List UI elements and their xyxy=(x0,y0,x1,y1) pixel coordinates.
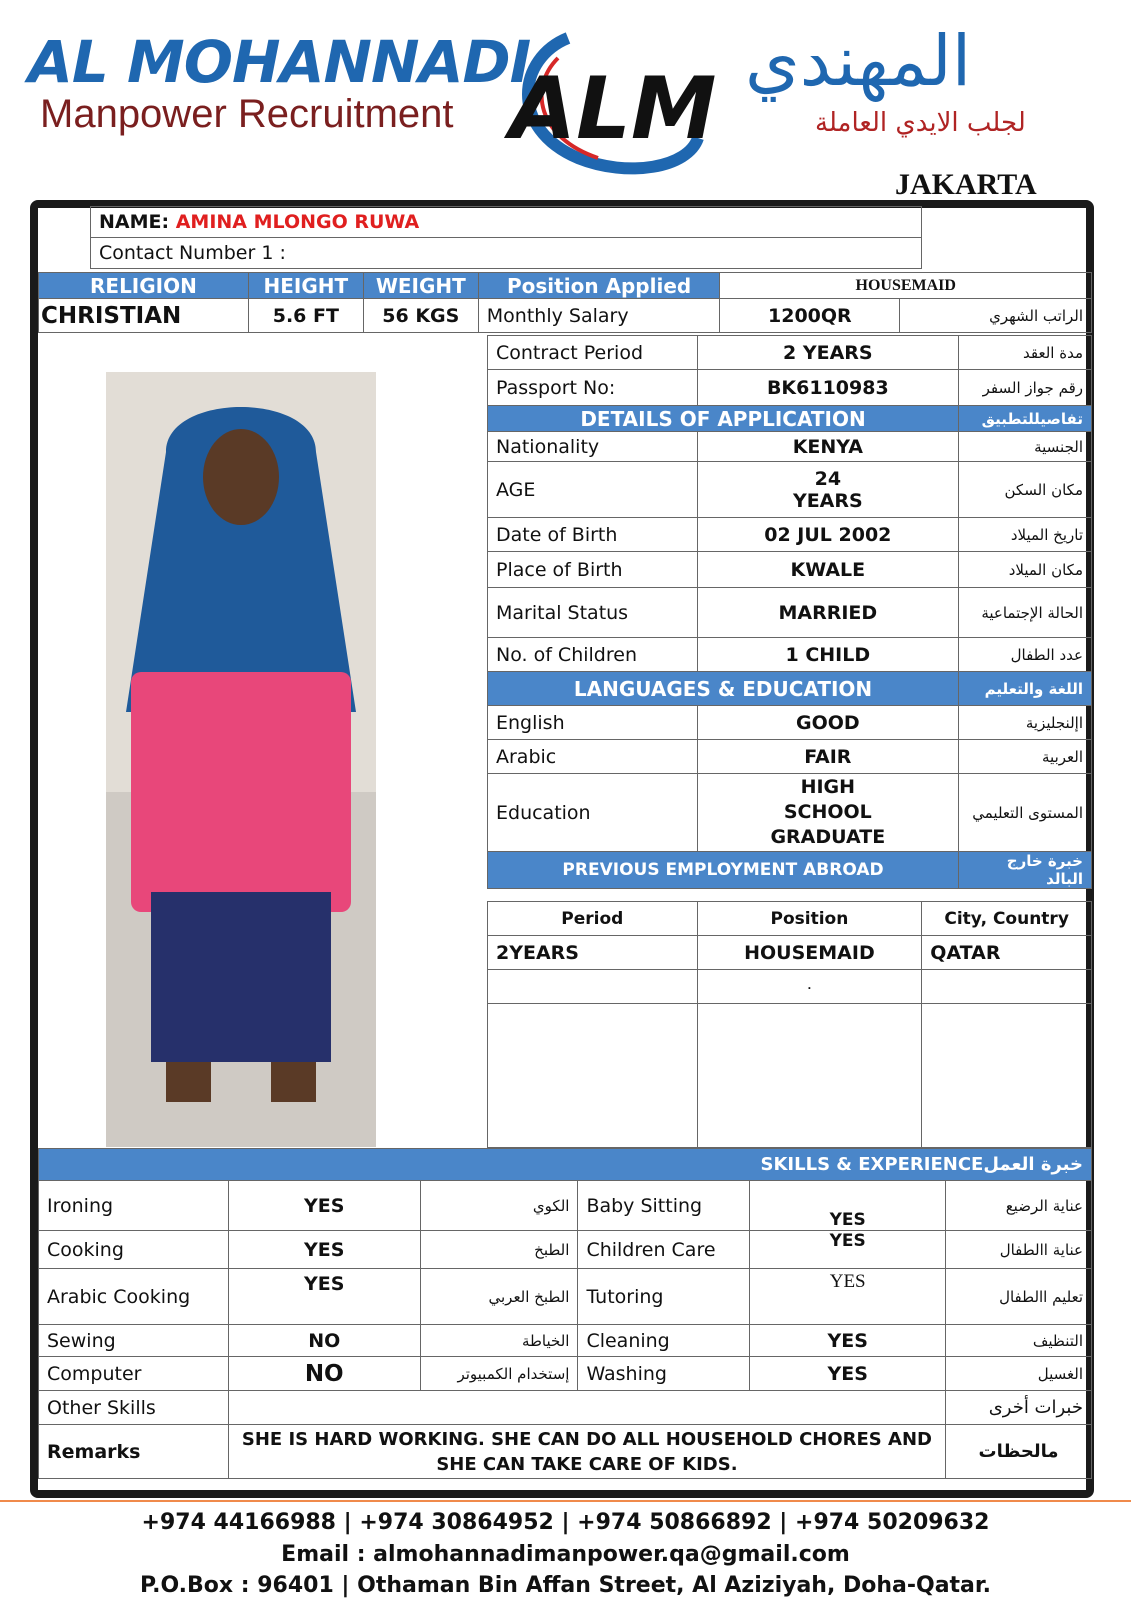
skill-value: YES xyxy=(750,1269,946,1325)
employment-header-position: Position xyxy=(697,902,922,936)
skills-title-ar: خبرة العمل xyxy=(983,1154,1083,1175)
contract-value-0: 1200QR xyxy=(720,299,900,333)
skill-label: Computer xyxy=(39,1357,229,1391)
detail-value: KWALE xyxy=(697,552,958,588)
skill-ar: الطبخ xyxy=(420,1231,578,1269)
religion-header: RELIGION xyxy=(39,273,249,299)
detail-label: No. of Children xyxy=(488,638,698,672)
skill-value: YES xyxy=(750,1231,946,1269)
language-value: GOOD xyxy=(697,706,958,740)
skills-title xyxy=(39,1149,1092,1181)
details-table xyxy=(487,335,1092,889)
skill-label: Sewing xyxy=(39,1325,229,1357)
language-label: Arabic xyxy=(488,740,698,774)
skill-label: Washing xyxy=(578,1357,750,1391)
languages-title-ar: اللغة والتعليم xyxy=(959,672,1092,706)
brand-name-ar: المهندي xyxy=(745,20,972,102)
skill-ar: الغسيل xyxy=(946,1357,1092,1391)
skills-title-en: SKILLS & EXPERIENCE xyxy=(760,1154,984,1175)
remarks-ar: مالحظات xyxy=(946,1425,1092,1479)
name-contact-table xyxy=(90,206,922,269)
weight-header: WEIGHT xyxy=(363,273,478,299)
brand-tagline-en: Manpower Recruitment xyxy=(40,92,454,136)
contract-value-2: BK6110983 xyxy=(697,370,958,406)
skill-ar: إستخدام الكمبيوتر xyxy=(420,1357,578,1391)
detail-label: AGE xyxy=(488,462,698,518)
education-label: Education xyxy=(488,774,698,852)
height-header: HEIGHT xyxy=(248,273,363,299)
education-value: HIGH SCHOOL GRADUATE xyxy=(697,774,958,852)
detail-value: 24 YEARS xyxy=(697,462,958,518)
employment-cell: 2YEARS xyxy=(488,936,698,970)
skill-value: YES xyxy=(750,1357,946,1391)
logo-text: ALM xyxy=(509,59,717,159)
contact-label: Contact Number 1 : xyxy=(99,242,286,264)
skill-ar: تعليم االطفال xyxy=(946,1269,1092,1325)
contract-ar-0: الراتب الشهري xyxy=(900,299,1092,333)
detail-value: MARRIED xyxy=(697,588,958,638)
religion-value: CHRISTIAN xyxy=(39,299,249,333)
contact-cell xyxy=(91,238,922,269)
skill-value: YES xyxy=(228,1231,420,1269)
skill-value: YES xyxy=(228,1269,420,1325)
detail-ar: مكان الميلاد xyxy=(959,552,1092,588)
other-skills-label: Other Skills xyxy=(39,1391,229,1425)
position-header: Position Applied xyxy=(478,273,720,299)
skill-label: Children Care xyxy=(578,1231,750,1269)
other-skills-value xyxy=(228,1391,945,1425)
other-skills-ar: خبرات أخرى xyxy=(946,1391,1092,1425)
employment-table xyxy=(487,901,1092,1148)
height-value: 5.6 FT xyxy=(248,299,363,333)
employment-header-period: Period xyxy=(488,902,698,936)
detail-ar: مكان السكن xyxy=(959,462,1092,518)
language-ar: اإلنجليزية xyxy=(959,706,1092,740)
skill-ar: الطبخ العربي xyxy=(420,1269,578,1325)
employment-cell xyxy=(922,970,1092,1004)
contract-ar-1: مدة العقد xyxy=(959,336,1092,370)
footer-divider xyxy=(0,1500,1131,1502)
office-city: JAKARTA xyxy=(895,168,1037,201)
skill-label: Tutoring xyxy=(578,1269,750,1325)
contract-ar-2: رقم جواز السفر xyxy=(959,370,1092,406)
brand-name-en: AL MOHANNADI xyxy=(28,28,531,96)
details-title: DETAILS OF APPLICATION xyxy=(488,406,959,432)
language-value: FAIR xyxy=(697,740,958,774)
detail-label: Place of Birth xyxy=(488,552,698,588)
employment-cell: HOUSEMAID xyxy=(697,936,922,970)
employment-cell: . xyxy=(697,970,922,1004)
remarks-value: SHE IS HARD WORKING. SHE CAN DO ALL HOUSEHOLD CHORES AND SHE CAN TAKE CARE OF KIDS. xyxy=(228,1425,945,1479)
employment-title: PREVIOUS EMPLOYMENT ABROAD xyxy=(488,852,959,889)
skill-label: Arabic Cooking xyxy=(39,1269,229,1325)
skill-ar: الكوي xyxy=(420,1181,578,1231)
skill-ar: عناية الرضيع xyxy=(946,1181,1092,1231)
name-label: NAME: xyxy=(99,211,176,233)
detail-ar: عدد الطفال xyxy=(959,638,1092,672)
skills-table xyxy=(38,1148,1092,1479)
employment-header-city: City, Country xyxy=(922,902,1092,936)
details-title-ar: تفاصيللتطبيق xyxy=(959,406,1092,432)
skill-value: YES xyxy=(750,1325,946,1357)
skill-value: NO xyxy=(228,1325,420,1357)
footer-email: Email : almohannadimanpower.qa@gmail.com xyxy=(281,1542,850,1567)
employment-cell: QATAR xyxy=(922,936,1092,970)
footer-address: P.O.Box : 96401 | Othaman Bin Affan Street, Al Aziziyah, Doha-Qatar. xyxy=(140,1573,991,1598)
detail-ar: الجنسية xyxy=(959,432,1092,462)
skill-label: Baby Sitting xyxy=(578,1181,750,1231)
employment-cell xyxy=(488,970,698,1004)
alm-logo-icon xyxy=(498,18,728,188)
contract-label-1: Contract Period xyxy=(488,336,698,370)
education-ar: المستوى التعليمي xyxy=(959,774,1092,852)
employment-cell xyxy=(697,1004,922,1148)
skill-label: Cooking xyxy=(39,1231,229,1269)
weight-value: 56 KGS xyxy=(363,299,478,333)
detail-label: Date of Birth xyxy=(488,518,698,552)
detail-value: KENYA xyxy=(697,432,958,462)
candidate-name: AMINA MLONGO RUWA xyxy=(175,211,420,233)
detail-label: Marital Status xyxy=(488,588,698,638)
languages-title: LANGUAGES & EDUCATION xyxy=(488,672,959,706)
basics-table xyxy=(38,272,1092,333)
language-ar: العربية xyxy=(959,740,1092,774)
detail-value: 02 JUL 2002 xyxy=(697,518,958,552)
detail-ar: تاريخ الميلاد xyxy=(959,518,1092,552)
position-value: HOUSEMAID xyxy=(720,273,1092,299)
detail-label: Nationality xyxy=(488,432,698,462)
skill-value: NO xyxy=(228,1357,420,1391)
footer-phones: +974 44166988 | +974 30864952 | +974 50866892 | +974 50209632 xyxy=(141,1510,990,1535)
remarks-label: Remarks xyxy=(39,1425,229,1479)
brand-tagline-ar: لجلب الايدي العاملة xyxy=(815,108,1026,138)
contract-value-1: 2 YEARS xyxy=(697,336,958,370)
candidate-photo xyxy=(106,372,376,1147)
skill-ar: عناية االطفال xyxy=(946,1231,1092,1269)
contract-label-0: Monthly Salary xyxy=(478,299,720,333)
employment-cell xyxy=(922,1004,1092,1148)
skill-label: Ironing xyxy=(39,1181,229,1231)
language-label: English xyxy=(488,706,698,740)
employment-cell xyxy=(488,1004,698,1148)
skill-ar: الخياطة xyxy=(420,1325,578,1357)
contract-label-2: Passport No: xyxy=(488,370,698,406)
employment-title-ar: خبرة خارج البالد xyxy=(959,852,1092,889)
name-cell xyxy=(91,207,922,238)
skill-value: YES xyxy=(228,1181,420,1231)
skill-ar: التنظيف xyxy=(946,1325,1092,1357)
detail-value: 1 CHILD xyxy=(697,638,958,672)
skill-value: YES xyxy=(750,1181,946,1231)
detail-ar: الحالة الإجتماعية xyxy=(959,588,1092,638)
skill-label: Cleaning xyxy=(578,1325,750,1357)
